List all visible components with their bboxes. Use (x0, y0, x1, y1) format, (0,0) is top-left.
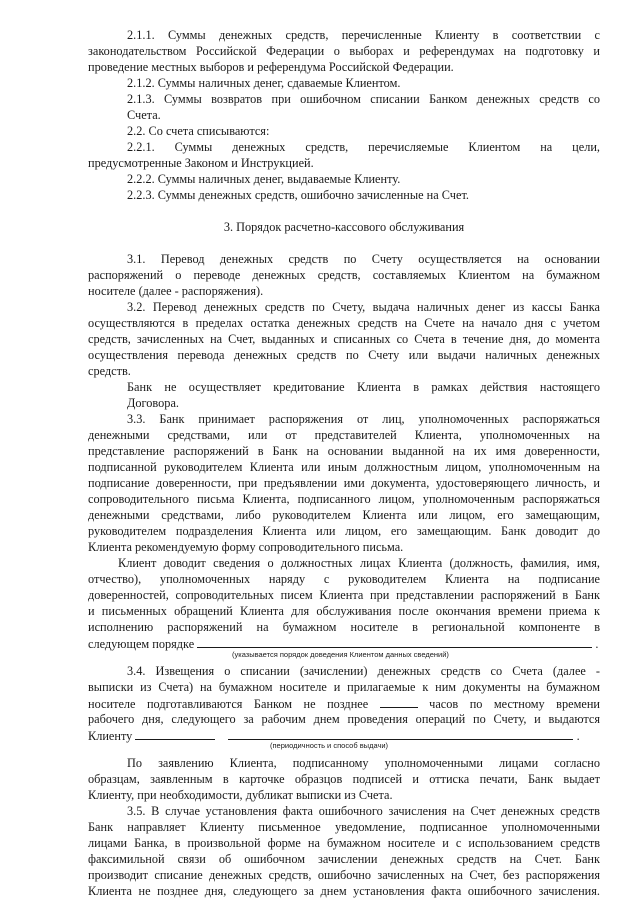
text-line: денежными средствами, либо руководителем Клиента или лицом, его замещающим, (88, 508, 600, 522)
blank-field (228, 728, 573, 740)
text-line: доверенностей, сопроводительных писем Клиента при представлении распоряжений в Банк (88, 588, 600, 602)
text-line: денежными средствами, или от представителей Клиента, уполномоченных на (88, 428, 600, 442)
fill-label: следующем порядке (88, 637, 195, 651)
fill-end: . (576, 729, 580, 743)
text-line: Клиенту, при необходимости, дубликат выписки из Счета. (88, 788, 393, 802)
text-line: 3.3. Банк принимает распоряжения от лиц, уполномоченных распоряжаться (127, 412, 600, 426)
text-line: Договора. (127, 396, 179, 410)
text-line: выписки из Счета) на бумажном носителе и прилагаемые к ним документы на бумажном (88, 680, 600, 694)
text-line: осуществления перевода денежных средств по Счету или выдачи наличных денежных (88, 348, 600, 362)
text-line: предусмотренные Законом и Инструкцией. (88, 156, 314, 170)
text-line: лицами Банка, в произвольной форме на бумажном носителе и с использованием средств (88, 836, 600, 850)
text-line: 3.5. В случае установления факта ошибочного зачисления на Счет денежных средств (127, 804, 600, 818)
text-line: 2.2.1. Суммы денежных средств, перечисляемые Клиентом на цели, (127, 140, 600, 154)
text-line: По заявлению Клиента, подписанному уполномоченными лицами согласно (127, 756, 600, 770)
text-line: 3.4. Извещения о списании (зачислении) денежных средств со Счета (далее - (127, 664, 600, 678)
text-line: носителе (далее - распоряжения). (88, 284, 264, 298)
text-line: 2.2.2. Суммы наличных денег, выдаваемые Клиенту. (127, 172, 401, 186)
text-line: 3.1. Перевод денежных средств по Счету осуществляется на основании (127, 252, 600, 266)
text-line: Банк не осуществляет кредитование Клиента в рамках действия настоящего (127, 380, 600, 394)
blank-field (135, 728, 215, 740)
section-heading: 3. Порядок расчетно-кассового обслуживания (223, 220, 465, 234)
blank-field (197, 636, 592, 648)
fill-label: носителе подготавливаются Банком не позднее (88, 697, 369, 711)
blank-field (380, 696, 418, 708)
text-line: представление распоряжений в Банк на основании выданной на их имя доверенности, (88, 444, 600, 458)
text-line: рабочего дня, следующего за рабочим днем проведения операций по Счету, и выдаются (88, 712, 600, 726)
text-line: средств, зачисленных на Счет, выданных и списанных со Счета в течение дня, до момента (88, 332, 600, 346)
fill-label: часов по местному времени (429, 697, 600, 711)
fill-end: . (595, 637, 599, 651)
text-line: Клиента рекомендуемую форму сопроводительного письма. (88, 540, 404, 554)
field-caption: (указывается порядок доведения Клиентом данных сведений) (232, 650, 449, 659)
field-caption: (периодичность и способ выдачи) (270, 741, 389, 750)
text-line: производит списание денежных средств, ошибочно зачисленных на Счет, без распоряжения (88, 868, 600, 882)
text-line: Клиента не позднее дня, следующего за днем установления факта ошибочного зачисления. (88, 884, 600, 898)
text-line: осуществляются в пределах остатка денежных средств на Счете на начало дня с учетом (88, 316, 600, 330)
text-line: сопроводительного письма Клиента, подписанного лицом, уполномоченным распоряжаться (88, 492, 600, 506)
text-line: Счета. (127, 108, 161, 122)
text-line: 2.1.1. Суммы денежных средств, перечисленные Клиенту в соответствии с (127, 28, 600, 42)
text-line: средств. (88, 364, 131, 378)
text-line: 2.1.3. Суммы возвратов при ошибочном списании Банком денежных средств со (127, 92, 600, 106)
text-line: отчество), уполномоченных наряду с руководителем Клиента на подписание (88, 572, 600, 586)
text-line: Банк направляет Клиенту письменное уведомление, подписанное уполномоченными (88, 820, 600, 834)
text-line: законодательством Российской Федерации о выборах и референдумах на подготовку и (88, 44, 600, 58)
text-line: исполнению распоряжений на бумажном носителе в региональной компоненте в (88, 620, 600, 634)
text-line: образцам, заявленным в карточке образцов подписей и оттиска печати, Банк выдает (88, 772, 600, 786)
text-line: Клиент доводит сведения о должностных лицах Клиента (должность, фамилия, имя, (118, 556, 600, 570)
text-line: подписанной руководителем Клиента или иным должностным лицом, уполномоченным на (88, 460, 600, 474)
deadline-fill-line (88, 696, 600, 712)
text-line: распоряжений о переводе денежных средств, составляемых Клиентом на бумажном (88, 268, 600, 282)
text-line: 2.1.2. Суммы наличных денег, сдаваемые Клиентом. (127, 76, 401, 90)
text-line: руководителем подразделения Клиента или лицом, его замещающим. Банк доводит до (88, 524, 600, 538)
fill-label: Клиенту (88, 729, 133, 743)
text-line: и письменных обращений Клиента для обслуживания после окончания времени приема к (88, 604, 600, 618)
text-line: подписание доверенности, при предъявлении ими документа, удостоверяющего личность, и (88, 476, 600, 490)
text-line: проведение местных выборов и референдума Российской Федерации. (88, 60, 454, 74)
text-line: 2.2. Со счета списываются: (127, 124, 270, 138)
text-line: 2.2.3. Суммы денежных средств, ошибочно зачисленные на Счет. (127, 188, 469, 202)
text-line: факсимильной связи об ошибочном зачислении денежных средств на Счет. Банк (88, 852, 600, 866)
text-line: 3.2. Перевод денежных средств по Счету, выдача наличных денег из кассы Банка (127, 300, 600, 314)
